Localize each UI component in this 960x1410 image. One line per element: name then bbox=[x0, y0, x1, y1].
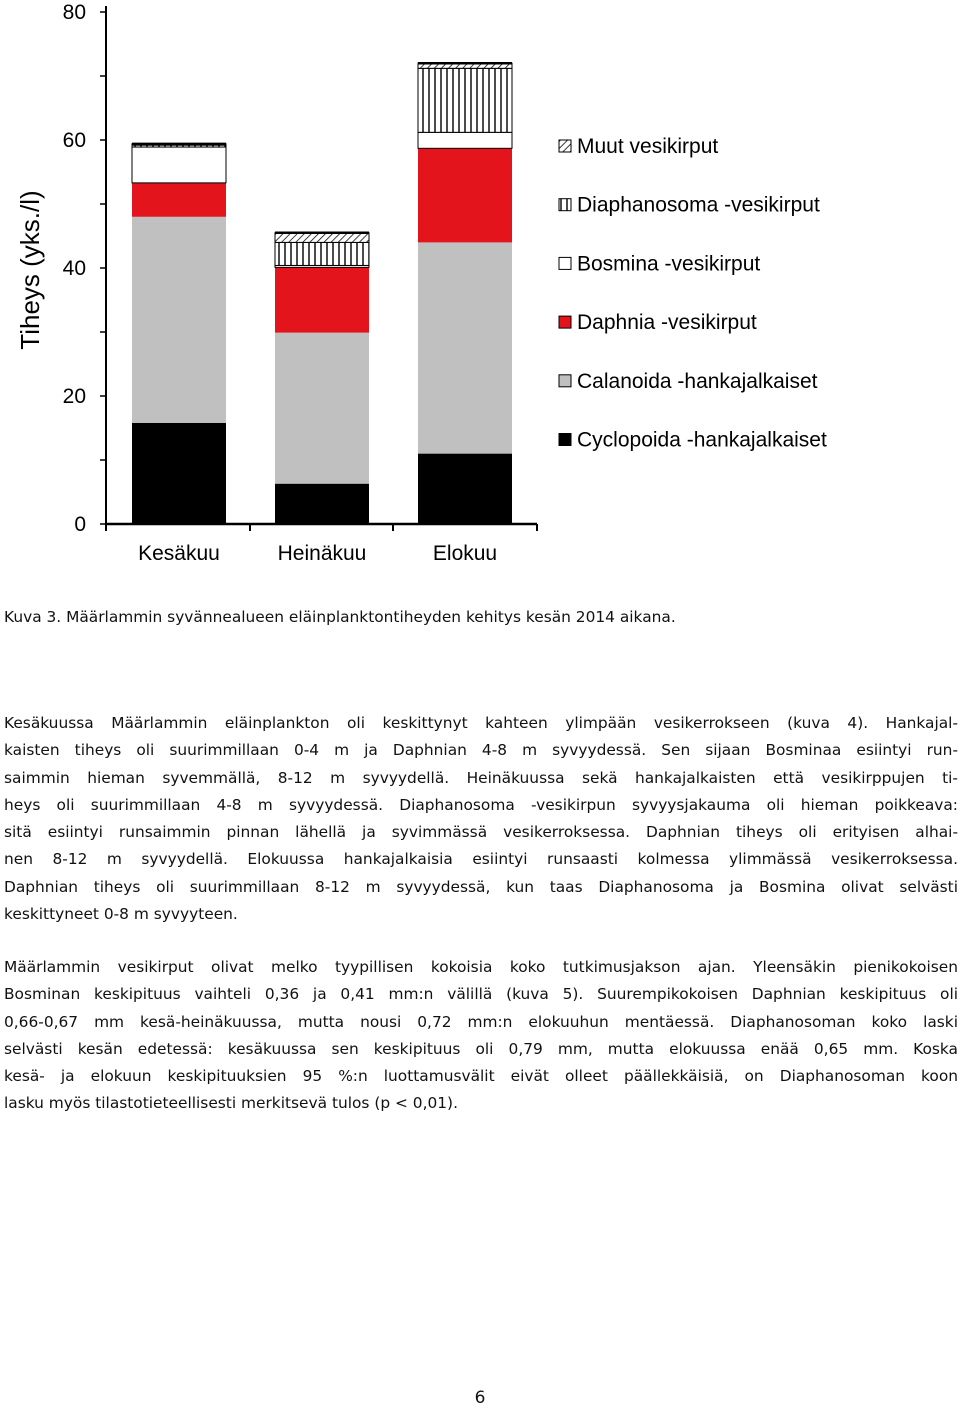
y-tick-label-0: 0 bbox=[74, 513, 86, 536]
bar-segment-1-4 bbox=[132, 147, 226, 183]
paragraph1-line-1: Kesäkuussa Määrlammin eläinplankton oli keskittynyt kahteen ylimpään vesikerrokseen (kuva 4). Hankajal- bbox=[4, 714, 958, 732]
paragraph1-line-2: kaisten tiheys oli suurimmillaan 0-4 m ja Daphnian 4-8 m syvyydessä. Sen sijaan Bosminaa esiintyi run- bbox=[4, 741, 958, 760]
legend-swatch-5 bbox=[559, 375, 571, 387]
legend-swatch-1 bbox=[559, 140, 571, 152]
legend-label-5: Calanoida -hankajalkaiset bbox=[577, 369, 818, 393]
legend-label-2: Diaphanosoma -vesikirput bbox=[577, 193, 820, 217]
paragraph1-line-8: keskittyneet 0-8 m syvyyteen. bbox=[4, 905, 238, 924]
paragraph-1 bbox=[4, 710, 958, 928]
stacked-bar-chart bbox=[0, 0, 960, 600]
legend bbox=[559, 135, 827, 452]
bar-segment-3-1 bbox=[418, 454, 512, 524]
legend-label-4: Daphnia -vesikirput bbox=[577, 311, 757, 335]
bar-segment-2-6 bbox=[275, 233, 369, 243]
paragraph1-line-6: nen 8-12 m syvyydellä. Elokuussa hankajalkaisia esiintyi runsaasti kolmessa ylimmässä vesikerroksessa. bbox=[4, 850, 958, 869]
paragraph2-line-1: Määrlammin vesikirput olivat melko tyypillisen kokoisia koko tutkimusjakson ajan. Yleensäkin pienikokoisen bbox=[4, 958, 958, 976]
bar-segment-3-3 bbox=[418, 148, 512, 242]
bar-segment-3-5 bbox=[418, 68, 512, 132]
figure-caption: Kuva 3. Määrlammin syvännealueen eläinplanktontiheyden kehitys kesän 2014 aikana. bbox=[4, 608, 676, 626]
paragraph2-line-5: kesä- ja elokuun keskipituuksien 95 %:n luottamusvälit eivät olleet päällekkäisiä, on Diaphanosoman koon bbox=[4, 1067, 958, 1086]
bar-segment-2-5 bbox=[275, 242, 369, 265]
bar-segment-1-1 bbox=[132, 423, 226, 524]
paragraph2-line-2: Bosminan keskipituus vaihteli 0,36 ja 0,41 mm:n välillä (kuva 5). Suurempikokoisen Daphnian keskipituus oli bbox=[4, 985, 958, 1004]
y-axis-title: Tiheys (yks./l) bbox=[15, 190, 45, 350]
legend-label-3: Bosmina -vesikirput bbox=[577, 252, 761, 276]
bar-segment-2-1 bbox=[275, 484, 369, 524]
bar-segment-3-2 bbox=[418, 242, 512, 453]
paragraph2-line-6: lasku myös tilastotieteellisesti merkitsevä tulos (p < 0,01). bbox=[4, 1094, 458, 1113]
paragraph1-line-4: heys oli suurimmillaan 4-8 m syvyydessä. Diaphanosoma -vesikirpun syvyysjakauma oli hieman poikkeava: bbox=[4, 795, 958, 814]
x-tick-label-3: Elokuu bbox=[432, 542, 498, 565]
y-tick-label-20: 20 bbox=[62, 385, 86, 408]
bar-segment-2-3 bbox=[275, 267, 369, 332]
y-tick-label-60: 60 bbox=[62, 129, 86, 152]
bar-segment-2-2 bbox=[275, 333, 369, 484]
bar-segment-1-3 bbox=[132, 183, 226, 217]
page-number: 6 bbox=[474, 1388, 486, 1408]
bar-segment-1-2 bbox=[132, 217, 226, 423]
legend-swatch-2 bbox=[559, 199, 571, 211]
paragraph-2 bbox=[4, 954, 958, 1118]
paragraph1-line-7: Daphnian tiheys oli suurimmillaan 8-12 m syvyydessä, kun taas Diaphanosoma ja Bosmina olivat selvästi bbox=[4, 877, 958, 896]
legend-label-6: Cyclopoida -hankajalkaiset bbox=[577, 428, 827, 452]
y-tick-label-40: 40 bbox=[62, 257, 86, 280]
bars-group bbox=[132, 63, 512, 565]
legend-label-1: Muut vesikirput bbox=[577, 135, 719, 158]
bar-segment-3-4 bbox=[418, 132, 512, 148]
y-tick-label-80: 80 bbox=[62, 1, 86, 24]
legend-swatch-6 bbox=[559, 434, 571, 446]
paragraph2-line-3: 0,66-0,67 mm kesä-heinäkuussa, mutta nousi 0,72 mm:n elokuuhun mentäessä. Diaphanosoman koko laski bbox=[4, 1012, 958, 1031]
paragraph1-line-3: saimmin hieman syvemmällä, 8-12 m syvyydellä. Heinäkuussa sekä hankajalkaisten että vesikirppujen ti- bbox=[4, 768, 958, 787]
x-tick-label-1: Kesäkuu bbox=[138, 542, 220, 565]
legend-swatch-4 bbox=[559, 316, 571, 328]
legend-swatch-3 bbox=[559, 257, 571, 269]
paragraph1-line-5: sitä esiintyi runsaimmin pinnan lähellä ja syvimmässä vesikerroksessa. Daphnian tiheys oli erityisen alhai- bbox=[4, 823, 958, 842]
paragraph2-line-4: selvästi kesän edetessä: kesäkuussa sen keskipituus oli 0,79 mm, mutta elokuussa enää 0,65 mm. Koska bbox=[4, 1039, 958, 1058]
x-tick-label-2: Heinäkuu bbox=[277, 542, 367, 565]
